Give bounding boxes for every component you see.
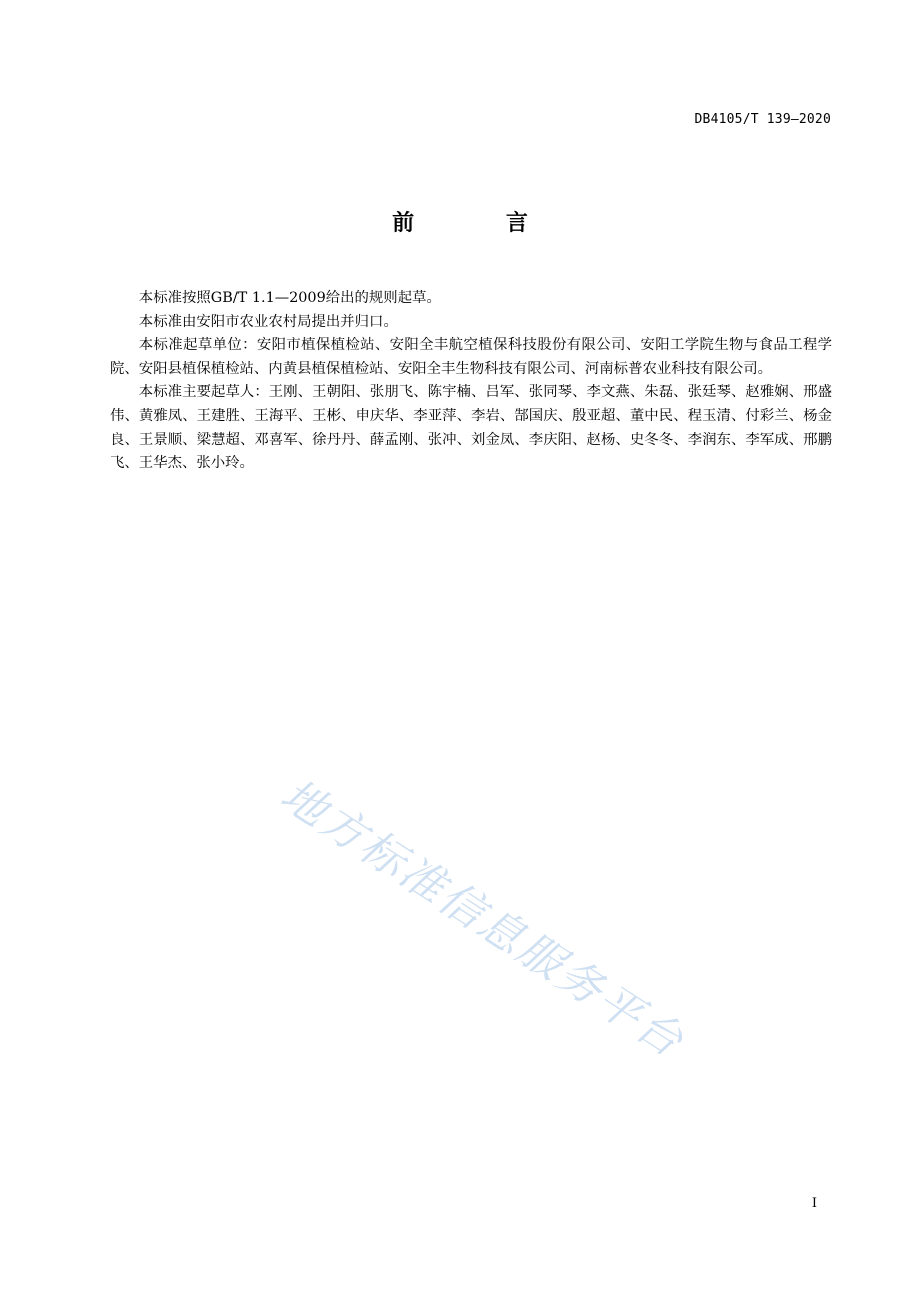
paragraph-drafting-rules: 本标准按照GB/T 1.1—2009给出的规则起草。 <box>138 290 441 306</box>
watermark: 地方标准信息服务平台 <box>271 769 694 1069</box>
foreword-body <box>110 287 832 476</box>
paragraph-drafting-units: 本标准起草单位：安阳市植保植检站、安阳全丰航空植保科技股份有限公司、安阳工学院生物与食品工程学院、安阳县植保植检站、内黄县植保植检站、安阳全丰生物科技有限公司、河南标普农业科技有限公司。 <box>110 337 832 377</box>
page-title: 前 言 <box>392 211 570 236</box>
page-number: I <box>811 1196 817 1211</box>
paragraph-drafters: 本标准主要起草人：王刚、王朝阳、张朋飞、陈宇楠、吕军、张同琴、李文燕、朱磊、张廷琴、赵雅娴、邢盛伟、黄雅凤、王建胜、王海平、王彬、申庆华、李亚萍、李岩、郜国庆、殷亚超、董中民、程玉清、付彩兰、杨金良、王景顺、梁慧超、邓喜军、徐丹丹、薛孟刚、张冲、刘金凤、李庆阳、赵杨、史冬冬、李润东、李军成、邢鹏飞、王华杰、张小玲。 <box>110 384 832 472</box>
standard-code: DB4105/T 139—2020 <box>694 112 831 127</box>
paragraph-proposer: 本标准由安阳市农业农村局提出并归口。 <box>138 313 398 330</box>
